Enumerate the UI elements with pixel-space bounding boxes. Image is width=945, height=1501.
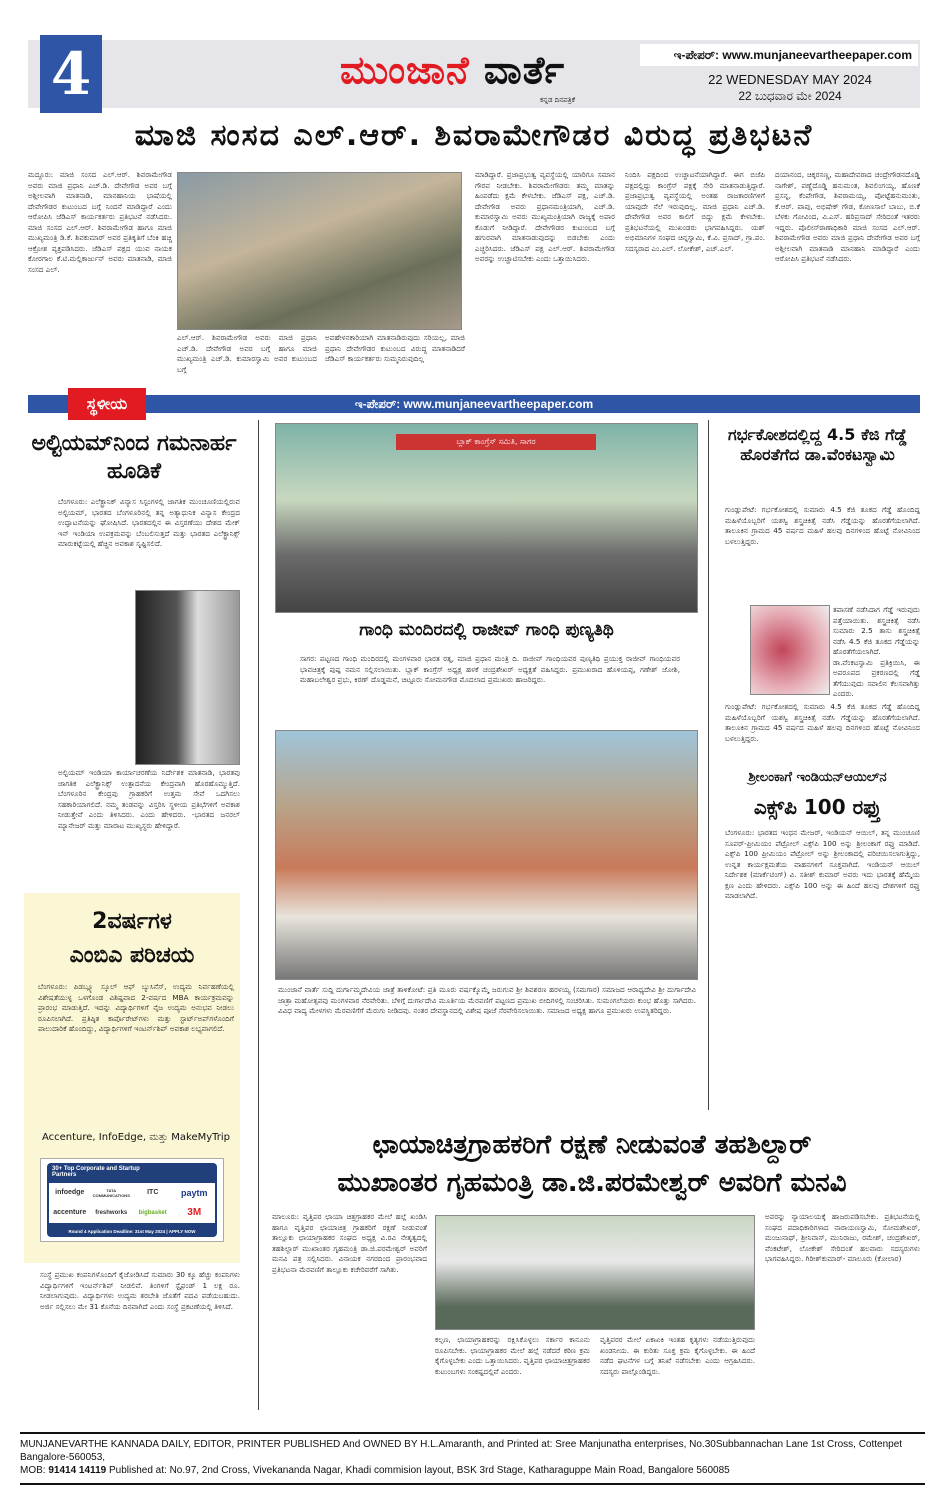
section-bar: ಇ-ಪೇಪರ್: www.munjaneevartheepaper.com <box>28 395 920 413</box>
ioc-body: ಬೆಂಗಳೂರು: ಭಾರತದ ಇಂಧನ ಮೇಜರ್, ಇಂಡಿಯನ್ ಆಯಿಲ್, ತನ್ನ ಮುಂಚೂಣಿ ಸೂಪರ್-ಪ್ರೀಮಿಯಂ ಪೆಟ್ರೋಲ್ ಎಕ್ಸ್‌ಪಿ 100 ಅನ್ನು ಶ್ರೀಲಂಕಾಗೆ ರಫ್ತು ಮಾಡಿದೆ. ಎಕ್ಸ್‌ಪಿ 100 ಪ್ರೀಮಿಯಂ ಪೆಟ್ರೋಲ್ ಅನ್ನು ಶ್ರೀಲಂಕಾದಲ್ಲಿ ಪರಿಚಯಿಸಲಾಗುತ್ತಿದ್ದು, ಉನ್ನತ ಕಾರ್ಯಕ್ಷಮತೆಯ ವಾಹನಗಳಿಗೆ ಸೂಕ್ತವಾಗಿದೆ. ಇಂಡಿಯನ್ ಆಯಿಲ್ ನಿರ್ದೇಶಕ (ಮಾರ್ಕೆಟಿಂಗ್) ವಿ. ಸತೀಶ್ ಕುಮಾರ್ ಅವರು ಇದು ಭಾರತಕ್ಕೆ ಹೆಮ್ಮೆಯ ಕ್ಷಣ ಎಂದು ಹೇಳಿದರು. ಎಕ್ಸ್‌ಪಿ 100 ಅನ್ನು ಈ ಹಿಂದೆ ಹಲವು ದೇಶಗಳಿಗೆ ರಫ್ತು ಮಾಡಲಾಗಿದೆ. <box>725 828 920 900</box>
logo-freshworks: freshworks <box>95 1209 128 1216</box>
date-kannada: 22 ಬುಧವಾರ ಮೇ 2024 <box>738 89 842 103</box>
lead-caption: ಎಲ್.ಆರ್. ಶಿವರಾಮೇಗೌಡ ಅವರು ಮಾಜಿ ಪ್ರಧಾನಿ ಎಚ್.ಡಿ. ದೇವೇಗೌಡ ಅವರ ಬಗ್ಗೆ ಹಾಗೂ ಮಾಜಿ ಮುಖ್ಯಮಂತ್ರಿ ಎಚ್.ಡಿ. ಕುಮಾರಸ್ವಾಮಿ ಅವರ ಕುಟುಂಬದ ಬಗ್ಗೆ <box>177 333 317 374</box>
ad-footer: Round 4 Application Deadline: 31st May 2024 | APPLY NOW <box>68 1229 196 1234</box>
gandhi-event-photo <box>275 423 698 613</box>
protest-photo <box>177 172 462 330</box>
tumor-headline: ಗರ್ಭಕೋಶದಲ್ಲಿದ್ದ 4.5 ಕೆಜಿ ಗೆಡ್ಡೆ ಹೊರತೆಗೆದ ಡಾ.ವೆಂಕಟಸ್ವಾಮಿ <box>727 425 908 464</box>
lead-col3: ನಿಂದಿಸಿ ಪಕ್ಷದಿಂದ ಉಚ್ಚಾಟನೆಯಾಗಿದ್ದಾರೆ. ಈಗ ಬಿಜೆಪಿ ಪಕ್ಷದಲ್ಲಿದ್ದು ಕಾಂಗ್ರೆಸ್ ಪಕ್ಷಕ್ಕೆ ಸೇರಿ ಮಾತನಾಡುತ್ತಿದ್ದಾರೆ. ಪ್ರಜಾಪ್ರಭುತ್ವ ವ್ಯವಸ್ಥೆಯಲ್ಲಿ ಅಂತಹ ರಾಜಕಾರಣಿಗಳಿಗೆ ಯಾವುದೇ ನೆಲೆ ಇರುವುದಿಲ್ಲ. ಮಾಜಿ ಪ್ರಧಾನಿ ಎಚ್.ಡಿ. ದೇವೇಗೌಡ ಅವರ ಕಾಲಿಗೆ ಬಿದ್ದು ಕ್ಷಮೆ ಕೇಳಬೇಕು. ಪ್ರತಿಭಟನೆಯಲ್ಲಿ ಮುಖಂಡರು ಭಾಗವಹಿಸಿದ್ದರು. ಯಶ್ ಅಭಿಮಾನಿಗಳ ಸಂಘದ ಚಿನ್ನಸ್ವಾಮಿ, ಕೆ.ವಿ. ಪ್ರಸಾದ್, ಗ್ರಾ.ಪಂ. ಸದಸ್ಯರಾದ ಎಂ.ಎಲ್. ಲೋಕೇಶ್, ಎಚ್.ಎಲ್. <box>625 170 765 253</box>
imprint-line2: Published at: No.97, 2nd Cross, Vivekananda Nagar, Khadi commision layout, BSK 3rd Stage, Katharaguppe Main Road, Bangalore 560085 <box>108 1465 730 1476</box>
ioc-headline1: ಶ್ರೀಲಂಕಾಗೆ ಇಂಡಿಯನ್‌ಆಯಿಲ್‌ನ <box>748 770 887 785</box>
mba-body2: ಸಂಸ್ಥೆ ಪ್ರಮುಖ ಕಂಪನಿಗಳೊಂದಿಗೆ ಕೈಜೋಡಿಸಿದೆ ಸುಮಾರು 30 ಕ್ಕೂ ಹೆಚ್ಚು ಕಂಪನಿಗಳು ವಿದ್ಯಾರ್ಥಿಗಳಿಗೆ ಇಂಟರ್ನ್‌ಶಿಪ್ ನೀಡಲಿವೆ. ತಿಂಗಳಿಗೆ ಸ್ಟೈಫಂಡ್ 1 ಲಕ್ಷ ರೂ. ನೀಡಲಾಗುವುದು. ವಿದ್ಯಾರ್ಥಿಗಳು ಉದ್ಯಮ ತರಬೇತಿ ಜೊತೆಗೆ ಪದವಿ ಪಡೆಯಬಹುದು. ಅರ್ಜಿ ಸಲ್ಲಿಸಲು ಮೇ 31 ಕೊನೆಯ ದಿನವಾಗಿದೆ ಎಂದು ಸಂಸ್ಥೆ ಪ್ರಕಟಣೆಯಲ್ಲಿ ತಿಳಿಸಿದೆ. <box>40 1270 240 1311</box>
tumor-body2-b: ಗುಂಡ್ಲುಪೇಟೆ: ಗರ್ಭಕೋಶದಲ್ಲಿ ಸುಮಾರು 4.5 ಕೆಜಿ ತೂಕದ ಗೆಡ್ಡೆ ಹೊಂದಿದ್ದ ಮಹಿಳೆಯೊಬ್ಬರಿಗೆ ಯಶಸ್ವಿ ಶಸ್ತ್ರಚಿಕಿತ್ಸೆ ನಡೆಸಿ ಗೆಡ್ಡೆಯನ್ನು ಹೊರತೆಗೆಯಲಾಗಿದೆ. ತಾಲೂಕಿನ ಗ್ರಾಮದ 45 ವರ್ಷದ ಮಹಿಳೆ ಹಲವು ದಿನಗಳಿಂದ ಹೊಟ್ಟೆ ನೋವಿನಿಂದ ಬಳಲುತ್ತಿದ್ದರು. <box>725 702 920 743</box>
altium-body1: ಬೆಂಗಳೂರು: ಎಲೆಕ್ಟ್ರಾನಿಕ್ ವಿನ್ಯಾಸ ಸಿಸ್ಟಂಗಳಲ್ಲಿ ಜಾಗತಿಕ ಮುಂಚೂಣಿಯಲ್ಲಿರುವ ಅಲ್ಟಿಯಮ್, ಭಾರತದ ಬೆಂಗಳೂರಿನಲ್ಲಿ ತನ್ನ ಅತ್ಯಾಧುನಿಕ ವಿನ್ಯಾಸ ಕೇಂದ್ರದ ಉದ್ಘಾಟನೆಯನ್ನು ಘೋಷಿಸಿದೆ. ಭಾರತದಲ್ಲಿನ ಈ ವಿಸ್ತರಣೆಯು ದೇಶದ ಮೇಕ್ ಇನ್ ಇಂಡಿಯಾ ಉಪಕ್ರಮವನ್ನು ಬೆಂಬಲಿಸುತ್ತದೆ ಮತ್ತು ಭಾರತದ ಎಲೆಕ್ಟ್ರಾನಿಕ್ಸ್ ಮಾರುಕಟ್ಟೆಯಲ್ಲಿ ಹೆಚ್ಚಿನ ಅವಕಾಶ ಸೃಷ್ಟಿಸಲಿದೆ. <box>58 497 240 548</box>
memorandum-photo <box>435 1215 755 1330</box>
logo-part2: ವಾರ್ತೆ <box>483 48 566 92</box>
photographers-col4: ಅವರನ್ನು ನ್ಯಾಯಾಲಯಕ್ಕೆ ಹಾಜರುಪಡಿಸಬೇಕು. ಪ್ರತಿಭಟನೆಯಲ್ಲಿ ಸಂಘದ ಪದಾಧಿಕಾರಿಗಳಾದ ನಾರಾಯಣಸ್ವಾಮಿ, ಸೋಮಶೇಖರ್, ಮಂಜುನಾಥ್, ಶ್ರೀನಿವಾಸ್, ಮುನಿರಾಜು, ರಮೇಶ್, ಚಂದ್ರಶೇಖರ್, ವೆಂಕಟೇಶ್, ಲೋಕೇಶ್ ಸೇರಿದಂತೆ ಹಲವಾರು ಸದಸ್ಯರುಗಳು ಭಾಗವಹಿಸಿದ್ದರು. ಗಿರೀಶ್‌ಕುಮಾರ್- ಮಾಲೂರು (ಕೋಲಾರ) <box>765 1212 920 1263</box>
logo-itc: ITC <box>147 1189 159 1197</box>
gandhi-body: ಸಾಗರ: ಪಟ್ಟಣದ ಗಾಂಧಿ ಮಂದಿರದಲ್ಲಿ ಮಂಗಳವಾರ ಭಾರತ ರತ್ನ, ಮಾಜಿ ಪ್ರಧಾನ ಮಂತ್ರಿ ದಿ. ರಾಜೀವ್ ಗಾಂಧಿಯವರ ಪುಣ್ಯತಿಥಿ ಪ್ರಯುಕ್ತ ರಾಜೀವ್ ಗಾಂಧಿಯವರ ಭಾವಚಿತ್ರಕ್ಕೆ ಪುಷ್ಪ ನಮನ ಸಲ್ಲಿಸಲಾಯಿತು. ಬ್ಲಾಕ್ ಕಾಂಗ್ರೆಸ್ ಅಧ್ಯಕ್ಷ ಹಳಕೆ ಚಂದ್ರಶೇಖರ್ ಅಧ್ಯಕ್ಷತೆ ವಹಿಸಿದ್ದರು. ಪ್ರಮುಖರಾದ ಹೊಳಿಯಪ್ಪ, ಗಣೇಶ್ ಜೋಶಿ, ಮಹಾಬಲೇಶ್ವರ ಪ್ರಭು, ಕಿರಣ್ ದೊಡ್ಡಮನೆ, ಚಿಟ್ಟೂರು ಸೋಮನಗೌಡ ಮೊದಲಾದ ಪ್ರಮುಖರು ಹಾಜರಿದ್ದರು. <box>300 654 680 684</box>
column-divider <box>258 420 259 1410</box>
tagline: ಕನ್ನಡ ದಿನಪತ್ರಿಕೆ <box>540 96 576 104</box>
mba-headline1: 2ವರ್ಷಗಳ <box>92 909 172 934</box>
photographers-col2: ಕಲ್ಪಣ, ಛಾಯಾಗ್ರಾಹಕರನ್ನು ರಕ್ಷಿಸಿಕೊಳ್ಳಲು ಸರ್ಕಾರ ಕಾನೂನು ರೂಪಿಸಬೇಕು. ಛಾಯಾಗ್ರಾಹಕರ ಮೇಲೆ ಹಲ್ಲೆ ನಡೆದರೆ ಕಠಿಣ ಕ್ರಮ ಕೈಗೊಳ್ಳಬೇಕು ಎಂದು ಒತ್ತಾಯಿಸಿದರು. ವೃತ್ತಿಪರ ಛಾಯಾಚಿತ್ರಗ್ರಾಹಕರ ಕುಟುಂಬಗಳು ಸಂಕಷ್ಟದಲ್ಲಿವೆ ಎಂದರು. <box>435 1335 590 1376</box>
ioc-headline2: ಎಕ್ಸ್‌ಪಿ 100 ರಫ್ತು <box>753 795 882 819</box>
lead-col4: ದಯಾನಂದ, ಚಿಕ್ಕರಸಣ್ಣ, ಮಹಾದೇವರಾದ ಚಂದ್ರೇಗೌಡನದೊಡ್ಡಿ ನಾಗೇಶ್, ಪಣ್ಣೆದೊಡ್ಡಿ ಹನುಮಂತ, ಶಿವಲಿಂಗಯ್ಯ, ಹೊಣಕೆ ಪ್ರಸನ್ನ, ಕೆಂಪೇಗೌಡ, ಶಿವರಾಮಯ್ಯ, ಪೋಟ್ಟೆಹನುಮಂತು, ಕೆ.ಆರ್. ಪಾಪು, ಅಭಿಷೇಕ್ ಗೌಡ, ಕೋಣಸಾಲೆ ಬಾಬು, ಬಿ.ಕೆ ಬೆಳಕು ಗೋವಿಂದ, ವಿ.ಎಸ್. ಹರಿಪ್ರಸಾದ್ ಸೇರಿದಂತೆ ಇತರರು ಇದ್ದರು. ಪೊಲೀಸ್‌ಠಾಣಾಧಿಕಾರಿ ಮಾಜಿ ಸಂಸದ ಎಲ್.ಆರ್. ಶಿವರಾಮೇಗೌಡ ಅವರು ಮಾಜಿ ಪ್ರಧಾನಿ ದೇವೇಗೌಡ ಅವರ ಬಗ್ಗೆ ಅಶ್ಲೀಲವಾಗಿ ಮಾತನಾಡಿ ಮಾನಹಾನಿ ಮಾಡಿದ್ದಾರೆ ಎಂದು ಆರೋಪಿಸಿ ಪ್ರತಿಭಟನೆ ನಡೆಸಿದರು. <box>775 170 920 263</box>
mba-partners: Accenture, InfoEdge, ಮತ್ತು MakeMyTrip <box>41 1132 231 1143</box>
column-divider <box>708 420 709 1110</box>
mba-advertisement[interactable] <box>40 1158 224 1242</box>
logo-paytm: paytm <box>180 1187 208 1198</box>
photo-banner: ಬ್ಲಾಕ್ ಕಾಂಗ್ರೆಸ್ ಸಮಿತಿ, ಸಾಗರ <box>396 434 596 450</box>
photographers-col3: ವೃತ್ತಿಪರರ ಮೇಲೆ ಏಕಾಏಕಿ ಇಂತಹ ಕೃತ್ಯಗಳು ನಡೆಯುತ್ತಿರುವುದು ಖಂಡನೀಯ. ಈ ಕುರಿತು ಸೂಕ್ತ ಕ್ರಮ ಕೈಗೊಳ್ಳಬೇಕು. ಈ ಹಿಂದೆ ನಡೆದ ಘಟನೆಗಳ ಬಗ್ಗೆ ತನಿಖೆ ನಡೆಸಬೇಕು ಎಂದು ಆಗ್ರಹಿಸಿದರು. ಸದಸ್ಯರು ಪಾಲ್ಗೊಂಡಿದ್ದರು. <box>600 1335 755 1376</box>
procession-photo <box>275 730 698 980</box>
lead-caption2: ಅವಹೇಳನಕಾರಿಯಾಗಿ ಮಾತನಾಡಿರುವುದು ಸರಿಯಲ್ಲ, ಮಾಜಿ ಪ್ರಧಾನಿ ದೇವೇಗೌಡರ ಕುಟುಂಬದ ವಿರುದ್ಧ ಮಾತನಾಡಿದರೆ ಜೆಡಿಎಸ್ ಕಾರ್ಯಕರ್ತರು ಸುಮ್ಮನಿರುವುದಿಲ್ಲ <box>325 333 465 363</box>
tumor-photo <box>750 605 830 695</box>
newspaper-logo <box>340 48 565 93</box>
procession-body: ಮುಂಜಾನೆ ವಾರ್ತೆ ಸುದ್ದಿ ದುರ್ಗಾಮ್ಮದೇವಿಯ ಜಾತ್ರೆ ತಾಳಿಕೋಟೆ: ಪ್ರತಿ ಮೂರು ವರ್ಷಕ್ಕೊಮ್ಮೆ ಜರುಗುವ ಶ್ರೀ ಶಿವಶರಣ ಹರಳಯ್ಯ (ಸಮಗಾರ) ಸಮಾಜದ ಆರಾಧ್ಯದೇವಿ ಶ್ರೀ ದುರ್ಗಾದೇವಿ ಜಾತ್ರಾ ಮಹೋತ್ಸವವು ಮಂಗಳವಾರ ನೆರವೇರಿತು. ಬೆಳಿಗ್ಗೆ ದುರ್ಗಾದೇವಿ ಮೂರ್ತಿಯ ಮೆರವಣಿಗೆ ಪಟ್ಟಣದ ಪ್ರಮುಖ ಬೀದಿಗಳಲ್ಲಿ ಸಂಚರಿಸಿತು. ಸುಮಂಗಲೆಯರು ಕುಂಭ ಹೊತ್ತು ಸಾಗಿದರು. ವಿವಿಧ ವಾದ್ಯ ಮೇಳಗಳು ಮೆರವಣಿಗೆಗೆ ಮೆರುಗು ನೀಡಿದವು. ನಂತರ ದೇವಸ್ಥಾನದಲ್ಲಿ ವಿಶೇಷ ಪೂಜೆ ನೆರವೇರಿಸಲಾಯಿತು. ಸಮಾಜದ ಅಧ್ಯಕ್ಷ ಹಾಗೂ ಪ್ರಮುಖರು ಉಪಸ್ಥಿತರಿದ್ದರು. <box>278 985 696 1015</box>
headline-line1: ಛಾಯಾಚಿತ್ರಗ್ರಾಹಕರಿಗೆ ರಕ್ಷಣೆ ನೀಡುವಂತೆ ತಹಶಿಲ್ದಾರ್ <box>372 1130 812 1160</box>
page-number: 4 <box>40 35 102 113</box>
speaker-photo <box>135 590 240 765</box>
logo-part1: ಮುಂಜಾನೆ <box>340 48 470 92</box>
mba-headline2: ಎಂಬಿಎ ಪರಿಚಯ <box>69 943 195 968</box>
altium-headline: ಅಲ್ಟಿಯಮ್‌ನಿಂದ ಗಮನಾರ್ಹ ಹೂಡಿಕೆ <box>31 431 237 484</box>
lead-col2: ಮಾಡಿದ್ದಾರೆ. ಪ್ರಜಾಪ್ರಭುತ್ವ ವ್ಯವಸ್ಥೆಯಲ್ಲಿ ಯಾರಿಗೂ ಸಮಾನ ಗೌರವ ನೀಡಬೇಕು. ಶಿವರಾಮೇಗೌಡರು ತಮ್ಮ ಮಾತನ್ನು ಹಿಂಪಡೆದು ಕ್ಷಮೆ ಕೇಳಬೇಕು. ಜೆಡಿಎಸ್ ಪಕ್ಷ, ಎಚ್.ಡಿ. ದೇವೇಗೌಡ ಅವರು ಪ್ರಧಾನಮಂತ್ರಿಯಾಗಿ, ಎಚ್.ಡಿ. ಕುಮಾರಸ್ವಾಮಿ ಅವರು ಮುಖ್ಯಮಂತ್ರಿಯಾಗಿ ರಾಜ್ಯಕ್ಕೆ ಅಪಾರ ಕೊಡುಗೆ ನೀಡಿದ್ದಾರೆ. ದೇವೇಗೌಡರ ಕುಟುಂಬದ ಬಗ್ಗೆ ಹಗುರವಾಗಿ ಮಾತನಾಡುವುದನ್ನು ಬಿಡಬೇಕು ಎಂದು ಎಚ್ಚರಿಸಿದರು. ಜೆಡಿಎಸ್ ಪಕ್ಷ ಎಲ್.ಆರ್. ಶಿವರಾಮೇಗೌಡ ಅವರನ್ನು ಉಚ್ಚಾಟಿಸಬೇಕು ಎಂದು ಒತ್ತಾಯಿಸಿದರು. <box>475 170 615 263</box>
imprint-line1: MUNJANEVARTHE KANNADA DAILY, EDITOR, PRINTER PUBLISHED And OWNED BY H.L.Amaranth, and Printed at: Sree Manjunatha enterprises, No.30Subbannachan Lane 1st Cross, Cottenpet Bangalore-560053, <box>20 1439 903 1463</box>
mba-body: ಬೆಂಗಳೂರು: ಪಿಡಬ್ಲ್ಯೂ ಸ್ಕೂಲ್ ಆಫ್ ಬ್ಯುಸಿನೆಸ್, ಉದ್ಯಮ ನಿರ್ವಹಣೆಯಲ್ಲಿ ವಿಶೇಷತೆಯುಳ್ಳ ಒಳಗೊಂಡ ವಿಶಿಷ್ಟವಾದ 2-ವರ್ಷದ MBA ಕಾರ್ಯಕ್ರಮವನ್ನು ಪ್ರಾರಂಭ ಮಾಡುತ್ತಿದೆ. ಇದನ್ನು ವಿದ್ಯಾರ್ಥಿಗಳಿಗೆ ನೈಜ ಉದ್ಯಮ ಅನುಭವ ನೀಡಲು ರೂಪಿಸಲಾಗಿದೆ. ಪ್ರತಿಷ್ಠಿತ ಕಾರ್ಪೊರೇಟ್‌ಗಳು ಮತ್ತು ಸ್ಟಾರ್ಟ್‌ಅಪ್‌ಗಳೊಂದಿಗೆ ಪಾಲುದಾರಿಕೆ ಹೊಂದಿದ್ದು, ವಿದ್ಯಾರ್ಥಿಗಳಿಗೆ ಇಂಟರ್ನ್‌ಶಿಪ್ ಅವಕಾಶ ಲಭ್ಯವಾಗಲಿದೆ. <box>38 982 234 1033</box>
imprint-footer <box>20 1432 925 1485</box>
epaper-url[interactable]: ಇ-ಪೇಪರ್: www.munjaneevartheepaper.com <box>640 44 918 66</box>
tumor-body2-a: ತಪಾಸಣೆ ನಡೆಸಿದಾಗ ಗೆಡ್ಡೆ ಇರುವುದು ಪತ್ತೆಯಾಯಿತು. ಶಸ್ತ್ರಚಿಕಿತ್ಸೆ ನಡೆಸಿ ಸುಮಾರು 2.5 ತಾಸು ಶಸ್ತ್ರಚಿಕಿತ್ಸೆ ನಡೆಸಿ 4.5 ಕೆಜಿ ತೂಕದ ಗೆಡ್ಡೆಯನ್ನು ಹೊರತೆಗೆಯಲಾಗಿದೆ. ಡಾ.ವೆಂಕಟಸ್ವಾಮಿ ಪ್ರತಿಕ್ರಿಯಿಸಿ, ಈ ಅಪರೂಪದ ಪ್ರಕರಣದಲ್ಲಿ ಗೆಡ್ಡೆ ತೆಗೆಯುವುದು ಸವಾಲಿನ ಕೆಲಸವಾಗಿತ್ತು ಎಂದರು. <box>833 605 920 698</box>
ad-title: 30+ Top Corporate and Startup Partners <box>52 1166 140 1178</box>
logo-3m: 3M <box>187 1207 202 1219</box>
section-label: ಸ್ಥಳೀಯ <box>68 388 146 420</box>
lead-col1: ಮದ್ದೂರು: ಮಾಜಿ ಸಂಸದ ಎಲ್.ಆರ್. ಶಿವರಾಮೇಗೌಡ ಅವರು ಮಾಜಿ ಪ್ರಧಾನಿ ಎಚ್.ಡಿ. ದೇವೇಗೌಡ ಅವರ ಬಗ್ಗೆ ಅಶ್ಲೀಲವಾಗಿ ಮಾತನಾಡಿ, ಮಾನಹಾನಿಯ ಭಾಷೆಯಲ್ಲಿ ದೇವೇಗೌಡರ ಕುಟುಂಬದ ಬಗ್ಗೆ ನಿಂದನೆ ಮಾಡಿದ್ದಾರೆ ಎಂದು ಆರೋಪಿಸಿ ಜೆಡಿಎಸ್ ಕಾರ್ಯಕರ್ತರು ಪ್ರತಿಭಟನೆ ನಡೆಸಿದರು. ಮಾಜಿ ಸಂಸದ ಎಲ್.ಆರ್. ಶಿವರಾಮೇಗೌಡ ಹಾಗೂ ಮಾಜಿ ಮುಖ್ಯಮಂತ್ರಿ ಡಿ.ಕೆ. ಶಿವಕುಮಾರ್ ಅವರ ಪ್ರತಿಕೃತಿಗೆ ಬೆಂಕಿ ಹಚ್ಚಿ ಆಕ್ರೋಶ ವ್ಯಕ್ತಪಡಿಸಿದರು. ಜೆಡಿಎಸ್ ಪಕ್ಷದ ಯುವ ನಾಯಕ ಕೋರಗಾಲ ಕೆ.ಟಿ.ಮಲ್ಲಿಕಾರ್ಜುನ್ ಅವರು ಮಾತನಾಡಿ, ಮಾಜಿ ಸಂಸದ ಎಲ್. <box>28 170 172 274</box>
photographers-col1: ಮಾಲೂರು: ವೃತ್ತಿಪರ ಛಾಯಾ ಚಿತ್ರಗ್ರಾಹಕರ ಮೇಲೆ ಹಲ್ಲೆ ಖಂಡಿಸಿ ಹಾಗೂ ವೃತ್ತಿಪರ ಛಾಯಾಚಿತ್ರ ಗ್ರಾಹಕರಿಗೆ ರಕ್ಷಣೆ ನೀಡುವಂತೆ ತಾಲ್ಲೂಕು ಛಾಯಾಗ್ರಾಹಕರ ಸಂಘದ ಅಧ್ಯಕ್ಷ ವಿ.ರವಿ ನೇತೃತ್ವದಲ್ಲಿ ತಹಶಿಲ್ದಾರ್ ಮುಖಾಂತರ ಗೃಹಮಂತ್ರಿ ಡಾ.ಜಿ.ಪರಮೇಶ್ವರ್ ಅವರಿಗೆ ಮನವಿ ಪತ್ರ ಸಲ್ಲಿಸಿದರು. ವಿನಾಯಕ ನಗರದಿಂದ ಪ್ರಾರಂಭವಾದ ಪ್ರತಿಭಟನಾ ಮೆರವಣಿಗೆ ತಾಲ್ಲೂಕು ಕಚೇರಿವರೆಗೆ ಸಾಗಿತು. <box>272 1212 427 1274</box>
tumor-body1: ಗುಂಡ್ಲುಪೇಟೆ: ಗರ್ಭಕೋಶದಲ್ಲಿ ಸುಮಾರು 4.5 ಕೆಜಿ ತೂಕದ ಗೆಡ್ಡೆ ಹೊಂದಿದ್ದ ಮಹಿಳೆಯೊಬ್ಬರಿಗೆ ಯಶಸ್ವಿ ಶಸ್ತ್ರಚಿಕಿತ್ಸೆ ನಡೆಸಿ ಗೆಡ್ಡೆಯನ್ನು ಹೊರತೆಗೆಯಲಾಗಿದೆ. ತಾಲೂಕಿನ ಗ್ರಾಮದ 45 ವರ್ಷದ ಮಹಿಳೆ ಹಲವು ದಿನಗಳಿಂದ ಹೊಟ್ಟೆ ನೋವಿನಿಂದ ಬಳಲುತ್ತಿದ್ದರು. <box>725 505 920 546</box>
lead-headline: ಮಾಜಿ ಸಂಸದ ಎಲ್.ಆರ್. ಶಿವರಾಮೇಗೌಡರ ವಿರುದ್ಧ ಪ್ರತಿಭಟನೆ <box>134 118 814 153</box>
logo-accenture: accenture <box>53 1209 87 1217</box>
date-english: 22 WEDNESDAY MAY 2024 <box>708 72 872 87</box>
headline-line2: ಮುಖಾಂತರ ಗೃಹಮಂತ್ರಿ ಡಾ.ಜಿ.ಪರಮೇಶ್ವರ್ ಅವರಿಗೆ ಮನವಿ <box>337 1168 847 1198</box>
altium-body2: ಅಲ್ಟಿಯಮ್ ಇಂಡಿಯಾ ಕಾರ್ಯಾಚರಣೆಯ ನಿರ್ದೇಶಕ ಮಾತನಾಡಿ, ಭಾರತವು ಜಾಗತಿಕ ಎಲೆಕ್ಟ್ರಾನಿಕ್ಸ್ ಉತ್ಪಾದನೆಯ ಕೇಂದ್ರವಾಗಿ ಹೊರಹೊಮ್ಮುತ್ತಿದೆ. ಬೆಂಗಳೂರಿನ ಕೇಂದ್ರವು ಗ್ರಾಹಕರಿಗೆ ಉತ್ತಮ ಸೇವೆ ಒದಗಿಸಲು ಸಹಕಾರಿಯಾಗಲಿದೆ. ನಮ್ಮ ತಂಡವನ್ನು ವಿಸ್ತರಿಸಿ ಸ್ಥಳೀಯ ಪ್ರತಿಭೆಗಳಿಗೆ ಅವಕಾಶ ನೀಡುತ್ತೇವೆ ಎಂದು ತಿಳಿಸಿದರು. ಎಂದು ಹೇಳಿದರು. -ಭಾರತದ ಜನರಲ್ ಮ್ಯಾನೇಜರ್ ಮತ್ತು ಮಾರಾಟ ಮುಖ್ಯಸ್ಥರು ಹೇಳಿದ್ದಾರೆ. <box>58 768 240 830</box>
gandhi-headline: ಗಾಂಧಿ ಮಂದಿರದಲ್ಲಿ ರಾಜೀವ್ ಗಾಂಧಿ ಪುಣ್ಯತಿಥಿ <box>359 620 614 640</box>
mob-number: 91414 14119 <box>48 1465 107 1476</box>
logo-bigbasket: bigbasket <box>138 1209 167 1216</box>
mob-label: MOB: <box>20 1465 46 1476</box>
logo-infoedge: infoedge <box>55 1189 85 1197</box>
logo-tata: TATA COMMUNICATIONS <box>92 1187 130 1198</box>
photographers-headline <box>262 1126 922 1202</box>
